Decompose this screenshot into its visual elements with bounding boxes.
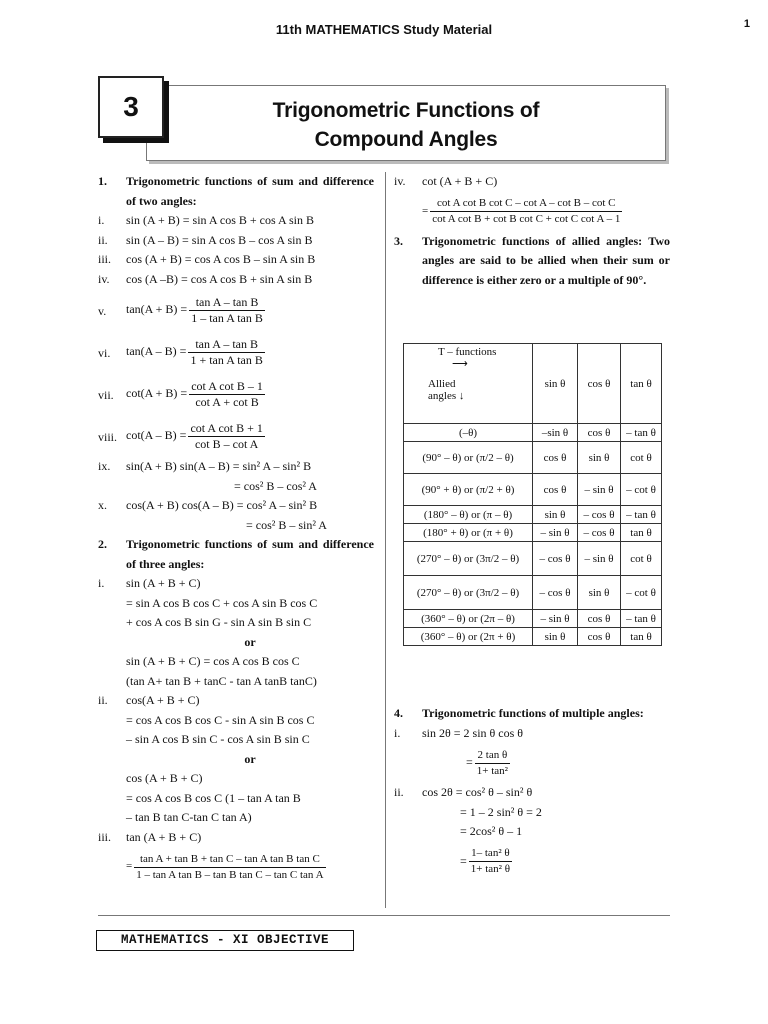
table-header-row bbox=[404, 344, 662, 424]
formula-item: ix. sin(A + B) sin(A – B) = sin² A – sin² B bbox=[98, 459, 312, 473]
table-cell-angle: (90° – θ) or (π/2 – θ) bbox=[404, 442, 533, 474]
formula-line: (tan A+ tan B + tanC - tan A tanB tanC) bbox=[126, 673, 317, 688]
section-4-heading: 4. Trigonometric functions of multiple angles: bbox=[394, 706, 644, 720]
table-cell-tan: tan θ bbox=[621, 628, 662, 646]
table-cell-cos: sin θ bbox=[578, 576, 621, 610]
table-cell-sin: sin θ bbox=[533, 506, 578, 524]
formula-item: i. sin 2θ = 2 sin θ cos θ bbox=[394, 725, 524, 740]
fraction-formula: viii. cot(A – B) = $\frac{\text{cot A cot B + 1}}{\text{cot B – cot A}}$ bbox=[98, 420, 263, 451]
column-divider bbox=[385, 172, 386, 908]
formula-item: iv. cos (A –B) = cos A cos B + sin A sin B bbox=[98, 271, 313, 286]
formula-item: i. sin (A + B + C) bbox=[98, 576, 201, 590]
table-cell-sin: cos θ bbox=[533, 474, 578, 506]
table-cell-tan: cot θ bbox=[621, 442, 662, 474]
table-row bbox=[404, 474, 662, 506]
table-row bbox=[404, 576, 662, 610]
table-cell-angle: (270° – θ) or (3π/2 – θ) bbox=[404, 542, 533, 576]
formula-line: – sin A cos B sin C - cos A sin B sin C bbox=[126, 732, 310, 746]
table-cell-angle: (270° – θ) or (3π/2 – θ) bbox=[404, 576, 533, 610]
table-header-cell: cos θ bbox=[578, 344, 621, 424]
table-cell-angle: (–θ) bbox=[404, 424, 533, 442]
table-corner-cell: T – functions ⟶ Allied angles ↓ bbox=[404, 344, 533, 424]
table-row bbox=[404, 610, 662, 628]
formula-item: ii. cos(A + B + C) bbox=[98, 693, 200, 707]
table-row bbox=[404, 506, 662, 524]
fraction-formula: vii. cot(A + B) = $\frac{\text{cot A cot B – 1}}{\text{cot A + cot B}}$ bbox=[98, 378, 263, 409]
fraction-formula: vi. tan(A – B) = $\frac{\text{tan A – tan B}}{\text{1 + tan A tan B}}$ bbox=[98, 336, 263, 367]
right-column-lower bbox=[394, 704, 670, 882]
table-cell-angle: (360° – θ) or (2π – θ) bbox=[404, 610, 533, 628]
table-cell-tan: – tan θ bbox=[621, 610, 662, 628]
fraction-formula: = $\frac{\text{cot A cot B cot C – cot A – cot B – cot C}}{\text{cot A cot B + cot B cot C + cot C cot A – 1}}$ bbox=[422, 197, 621, 225]
table-cell-sin: cos θ bbox=[533, 442, 578, 474]
table-cell-cos: cos θ bbox=[578, 424, 621, 442]
formula-item: i. sin (A + B) = sin A cos B + cos A sin B bbox=[98, 213, 314, 227]
table-cell-tan: – tan θ bbox=[621, 424, 662, 442]
formula-line: = cos A cos B cos C (1 – tan A tan B bbox=[126, 790, 301, 805]
table-cell-angle: (180° + θ) or (π + θ) bbox=[404, 524, 533, 542]
chapter-title-line2: Compound Angles bbox=[314, 128, 498, 151]
table-cell-angle: (180° – θ) or (π – θ) bbox=[404, 506, 533, 524]
table-row bbox=[404, 524, 662, 542]
chapter-title-box bbox=[146, 85, 666, 161]
table-cell-cos: sin θ bbox=[578, 442, 621, 474]
or-separator: or bbox=[244, 751, 256, 766]
table-cell-cos: – sin θ bbox=[578, 542, 621, 576]
or-separator: or bbox=[244, 634, 256, 649]
table-cell-angle: (90° + θ) or (π/2 + θ) bbox=[404, 474, 533, 506]
table-header-cell: sin θ bbox=[533, 344, 578, 424]
table-cell-tan: – cot θ bbox=[621, 576, 662, 610]
fraction-formula: = $\frac{\text{tan A + tan B + tan C – tan A tan B tan C}}{\text{1 – tan A tan B – tan B tan C – tan C tan A}}$ bbox=[126, 852, 324, 881]
table-cell-sin: – cos θ bbox=[533, 542, 578, 576]
table-cell-sin: – sin θ bbox=[533, 524, 578, 542]
formula-line: sin (A + B + C) = cos A cos B cos C bbox=[126, 654, 300, 668]
page-number: 1 bbox=[743, 18, 750, 30]
table-cell-cos: cos θ bbox=[578, 610, 621, 628]
formula-line: = sin A cos B cos C + cos A sin B cos C bbox=[126, 595, 318, 610]
table-cell-tan: – cot θ bbox=[621, 474, 662, 506]
table-cell-tan: cot θ bbox=[621, 542, 662, 576]
section-2-heading: 2. Trigonometric functions of sum and difference of three angles: bbox=[98, 537, 374, 571]
table-row bbox=[404, 442, 662, 474]
formula-item: iii. cos (A + B) = cos A cos B – sin A sin B bbox=[98, 252, 316, 266]
table-row bbox=[404, 424, 662, 442]
table-cell-tan: tan θ bbox=[621, 524, 662, 542]
footer-label: MATHEMATICS - XI OBJECTIVE bbox=[96, 930, 354, 951]
formula-continuation: = 1 – 2 sin² θ = 2 bbox=[460, 804, 542, 819]
formula-item: iii. tan (A + B + C) bbox=[98, 829, 202, 844]
table-cell-cos: cos θ bbox=[578, 628, 621, 646]
formula-continuation: = cos² B – cos² A bbox=[234, 478, 317, 493]
header-title: 11th MATHEMATICS Study Material bbox=[275, 22, 493, 37]
table-cell-sin: sin θ bbox=[533, 628, 578, 646]
table-cell-cos: – cos θ bbox=[578, 506, 621, 524]
formula-line: cos (A + B + C) bbox=[126, 771, 203, 785]
formula-item: ii. cos 2θ = cos² θ – sin² θ bbox=[394, 785, 533, 799]
table-row bbox=[404, 542, 662, 576]
table-cell-cos: – sin θ bbox=[578, 474, 621, 506]
table-header-cell: tan θ bbox=[621, 344, 662, 424]
formula-line: + cos A cos B sin G - sin A sin B sin C bbox=[126, 615, 312, 629]
formula-item: iv. cot (A + B + C) bbox=[394, 174, 498, 188]
fraction-formula: = $\frac{\text{1– tan² θ}}{\text{1+ tan² θ}}$ bbox=[460, 847, 510, 875]
formula-line: = cos A cos B cos C - sin A sin B cos C bbox=[126, 712, 315, 727]
allied-angles-table bbox=[403, 343, 662, 646]
section-3-heading: 3. Trigonometric functions of allied angles: Two angles are said to be allied when their sum or difference is either zero or a multiple of 90°. bbox=[394, 233, 670, 287]
footer-divider bbox=[98, 915, 670, 916]
right-column bbox=[394, 172, 670, 290]
fraction-formula: v. tan(A + B) = $\frac{\text{tan A – tan B}}{\text{1 – tan A tan B}}$ bbox=[98, 294, 263, 325]
left-column bbox=[98, 172, 374, 887]
formula-continuation: = 2cos² θ – 1 bbox=[460, 824, 523, 838]
table-row bbox=[404, 628, 662, 646]
formula-continuation: = cos² B – sin² A bbox=[246, 517, 327, 532]
table-cell-angle: (360° – θ) or (2π + θ) bbox=[404, 628, 533, 646]
fraction-formula: = $\frac{\text{2 tan θ}}{\text{1+ tan²}}$ bbox=[466, 748, 508, 777]
table-cell-sin: – sin θ bbox=[533, 610, 578, 628]
formula-item: x. cos(A + B) cos(A – B) = cos² A – sin² B bbox=[98, 498, 318, 512]
table-cell-tan: – tan θ bbox=[621, 506, 662, 524]
table-cell-sin: – cos θ bbox=[533, 576, 578, 610]
formula-item: ii. sin (A – B) = sin A cos B – cos A sin B bbox=[98, 232, 313, 247]
chapter-title-line1: Trigonometric Functions of bbox=[272, 99, 540, 122]
table-cell-cos: – cos θ bbox=[578, 524, 621, 542]
chapter-number: 3 bbox=[98, 76, 164, 138]
section-1-heading: 1. Trigonometric functions of sum and difference of two angles: bbox=[98, 174, 374, 208]
formula-line: – tan B tan C-tan C tan A) bbox=[126, 810, 252, 824]
table-cell-sin: –sin θ bbox=[533, 424, 578, 442]
